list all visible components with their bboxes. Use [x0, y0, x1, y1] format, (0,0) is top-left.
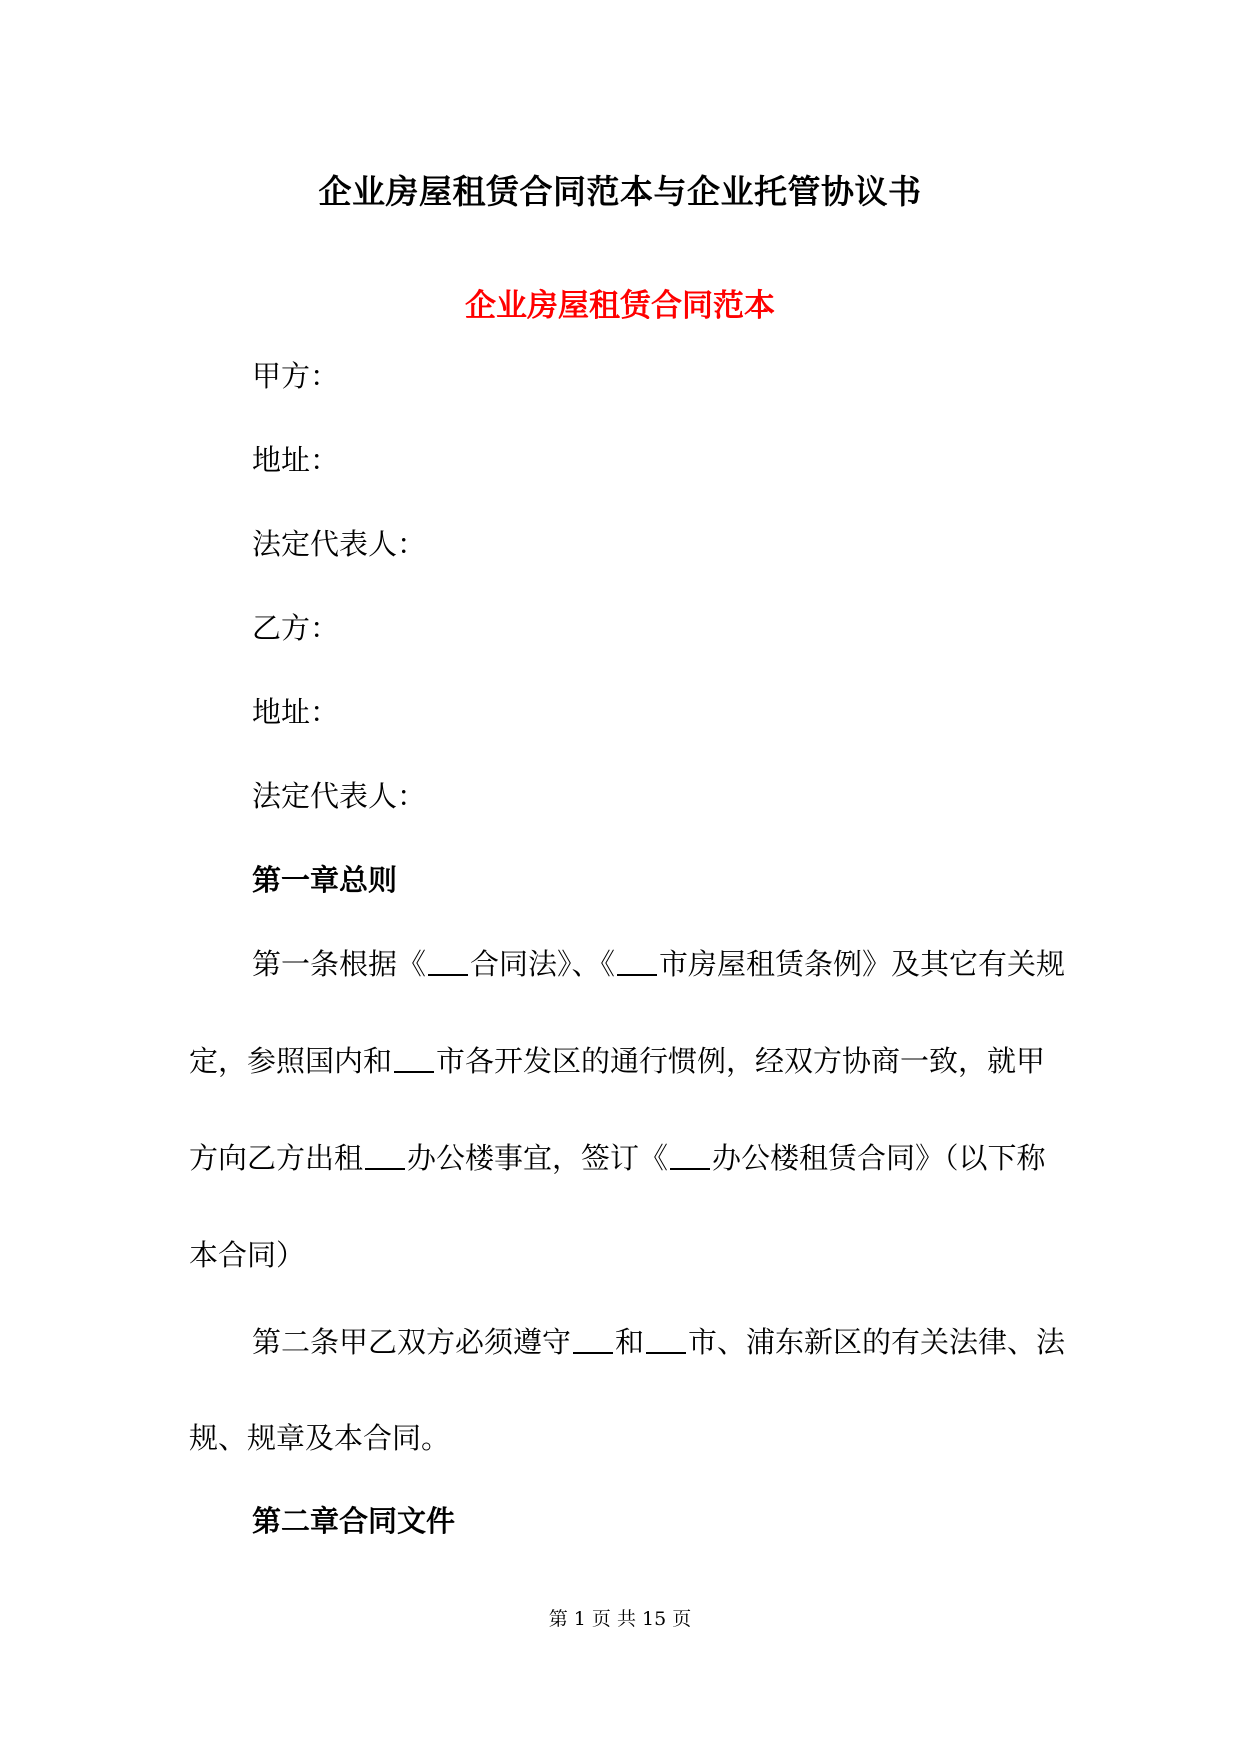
- blank-field: [617, 946, 657, 976]
- blank-field: [365, 1140, 405, 1170]
- page-footer: 第 1 页 共 15 页: [548, 1608, 692, 1630]
- blank-field: [394, 1043, 434, 1073]
- blank-field: [573, 1324, 613, 1354]
- party-a-rep-label: 法定代表人：: [252, 527, 427, 561]
- party-b-address-label: 地址：: [252, 695, 340, 729]
- article1-text: 第一条根据《: [252, 947, 427, 981]
- party-b-label: 乙方：: [252, 611, 340, 645]
- article1-text: 市各开发区的通行惯例，经双方协商一致，就甲: [436, 1044, 1046, 1078]
- article1-text: 定，参照国内和: [189, 1044, 393, 1078]
- article1-text: 合同法》、《: [470, 947, 616, 981]
- article1-line1: [252, 944, 1065, 984]
- article2-line2: 规、规章及本合同。: [189, 1421, 451, 1455]
- article1-text: 方向乙方出租: [189, 1141, 364, 1175]
- document-title: 企业房屋租赁合同范本与企业托管协议书: [318, 172, 922, 211]
- article1-text: 办公楼事宜，签订《: [407, 1141, 669, 1175]
- article2-text: 第二条甲乙双方必须遵守: [252, 1325, 572, 1359]
- article2-line1: [252, 1322, 1065, 1362]
- party-b-rep-label: 法定代表人：: [252, 779, 427, 813]
- contract-subtitle: 企业房屋租赁合同范本: [465, 288, 775, 324]
- article1-line3: [189, 1138, 1046, 1178]
- article2-text: 市、浦东新区的有关法律、法: [688, 1325, 1066, 1359]
- blank-field: [428, 946, 468, 976]
- article1-line4: 本合同）: [189, 1238, 306, 1272]
- blank-field: [670, 1140, 710, 1170]
- chapter2-heading: 第二章合同文件: [252, 1504, 456, 1538]
- party-a-label: 甲方：: [252, 359, 340, 393]
- chapter1-heading: 第一章总则: [252, 863, 398, 897]
- article1-line2: [189, 1041, 1045, 1081]
- blank-field: [646, 1324, 686, 1354]
- article1-text: 市房屋租赁条例》及其它有关规: [659, 947, 1066, 981]
- party-a-address-label: 地址：: [252, 443, 340, 477]
- article1-text: 办公楼租赁合同》（以下称: [712, 1141, 1046, 1175]
- article2-text: 和: [615, 1325, 645, 1359]
